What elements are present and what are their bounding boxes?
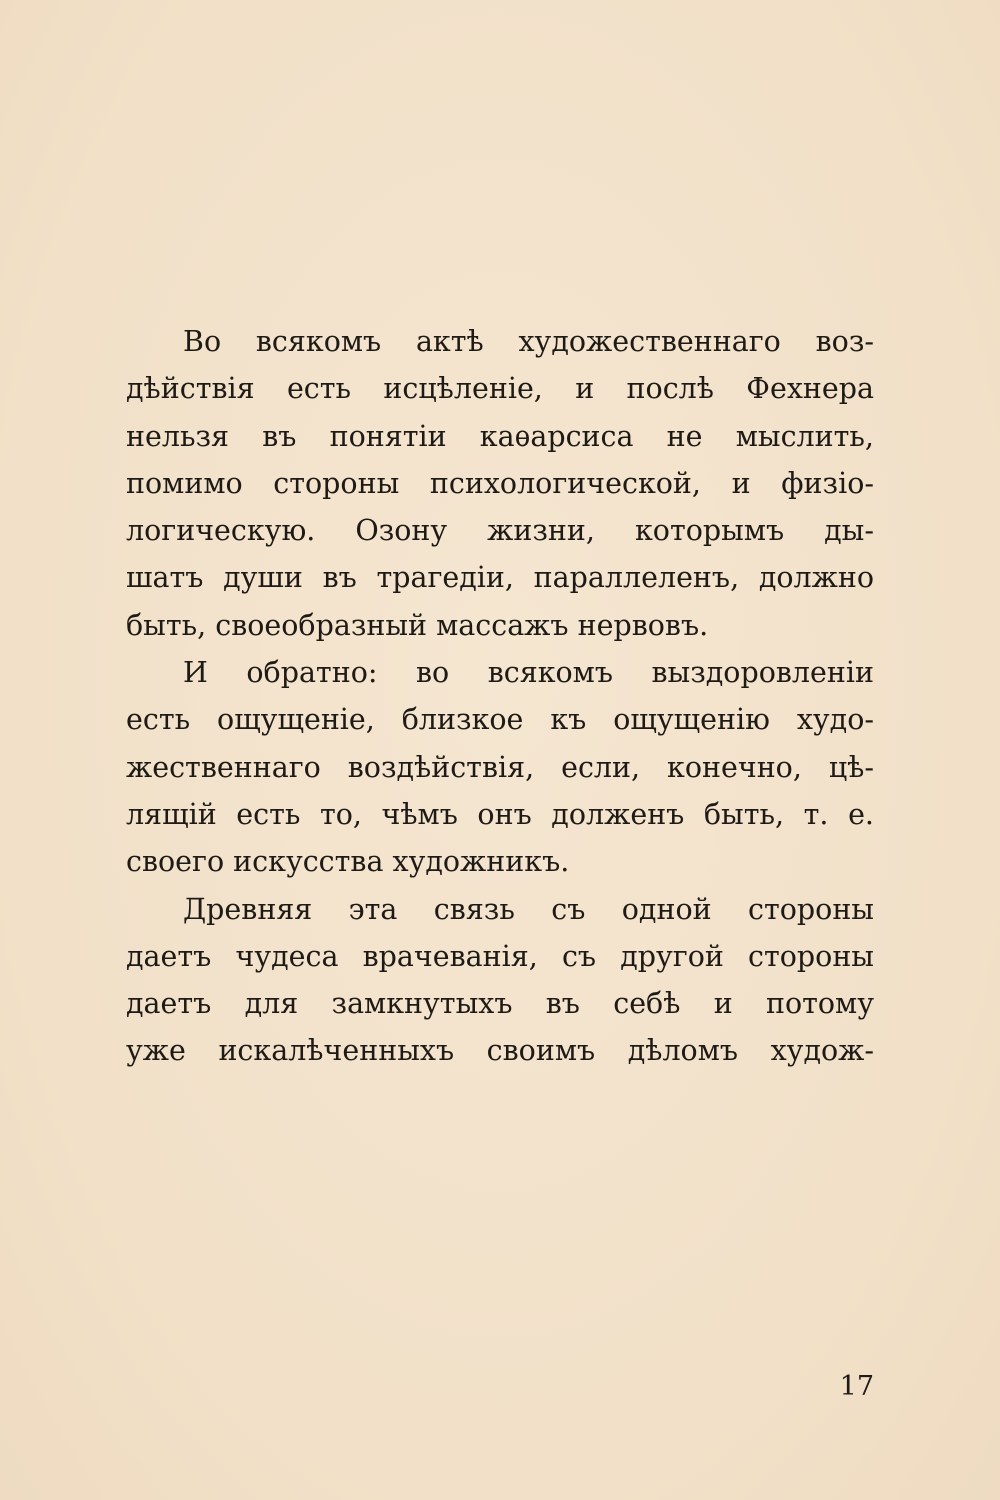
text-line: даетъ для замкнутыхъ въ себѣ и потому bbox=[126, 987, 874, 1021]
text-line: помимо стороны психологической, и физіо- bbox=[126, 466, 874, 500]
text-line: уже искалѣченныхъ своимъ дѣломъ худож- bbox=[126, 1034, 874, 1068]
text-line: лящій есть то, чѣмъ онъ долженъ быть, т. е. bbox=[126, 797, 874, 831]
paragraph-1 bbox=[126, 318, 874, 649]
text-line: Во всякомъ актѣ художественнаго воз- bbox=[183, 325, 874, 358]
body-text bbox=[126, 318, 874, 1075]
text-line: быть, своеобразный массажъ нервовъ. bbox=[126, 608, 709, 642]
paragraph-3 bbox=[126, 886, 874, 1075]
text-line: жественнаго воздѣйствія, если, конечно, цѣ- bbox=[126, 750, 874, 784]
text-line: нельзя въ понятіи каѳарсиса не мыслить, bbox=[126, 419, 874, 453]
text-line: И обратно: во всякомъ выздоровленіи bbox=[183, 656, 874, 690]
text-line: шатъ души въ трагедіи, параллеленъ, должно bbox=[126, 561, 874, 595]
paragraph-2 bbox=[126, 649, 874, 885]
text-line: дѣйствія есть исцѣленіе, и послѣ Фехнера bbox=[126, 372, 874, 406]
page-number: 17 bbox=[839, 1371, 874, 1402]
text-line: своего искусства художникъ. bbox=[126, 845, 570, 879]
text-line: есть ощущеніе, близкое къ ощущенію худо- bbox=[126, 703, 874, 737]
text-line: логическую. Озону жизни, которымъ ды- bbox=[126, 514, 874, 548]
text-line: даетъ чудеса врачеванія, съ другой стороны bbox=[126, 939, 874, 973]
text-line: Древняя эта связь съ одной стороны bbox=[183, 892, 874, 926]
